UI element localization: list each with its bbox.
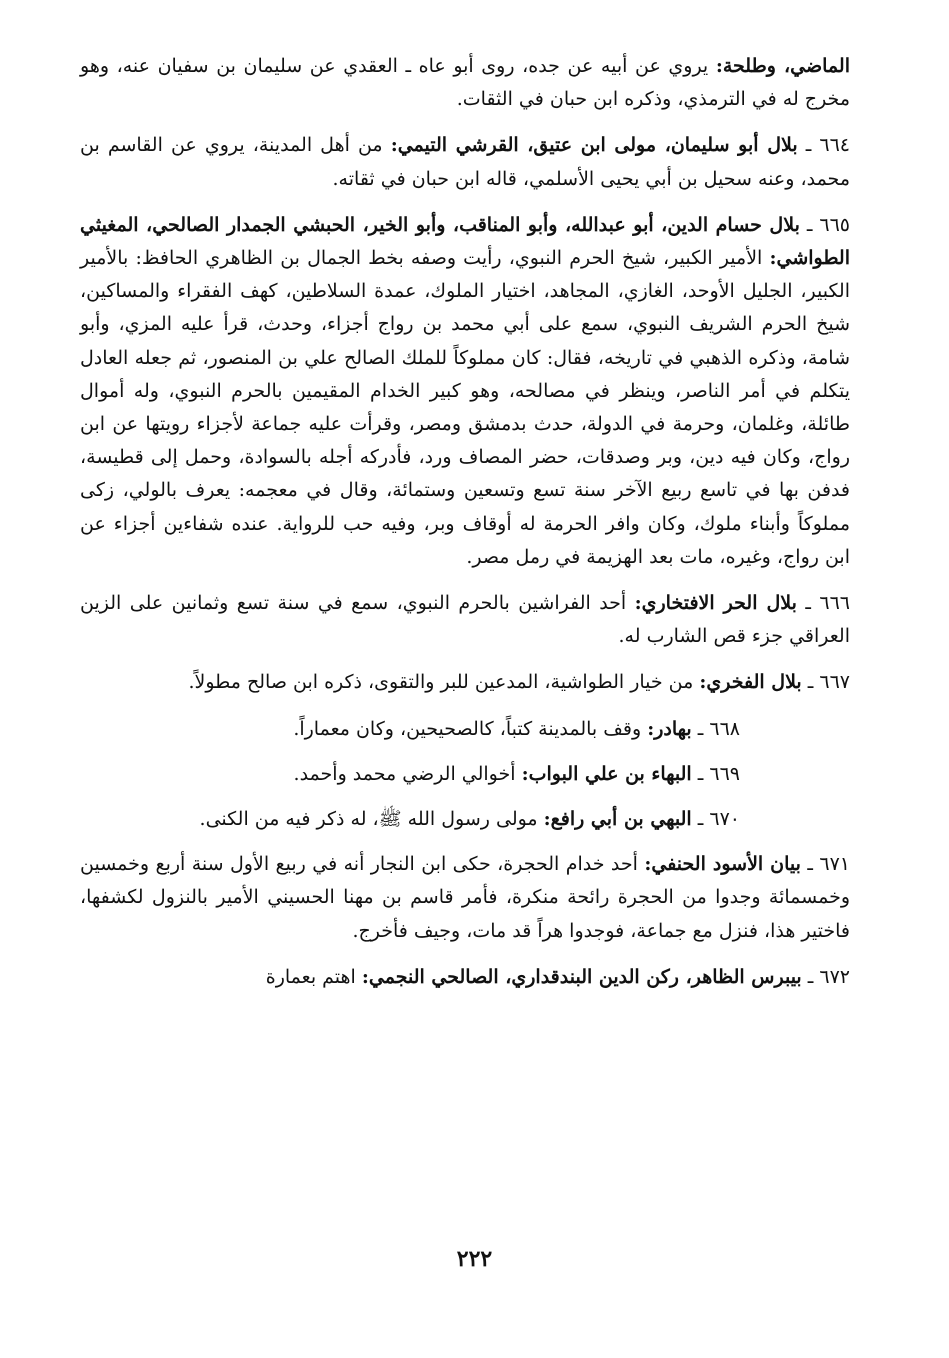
entry-669: ٦٦٩ ـ البهاء بن علي البواب: أخوالي الرضي محمد وأحمد. (293, 762, 740, 785)
continuation-text: يروي عن أبيه عن جده، روى أبو عاه ـ العقدي عن سليمان بن سفيان عنه، وهو مخرج له في الترمذي، وذكره ابن حبان في الثقات. (80, 55, 850, 111)
entry-671: ٦٧١ ـ بيان الأسود الحنفي: أحد خدام الحجرة، حكى ابن النجار أنه في ربيع الأول سنة أربع وخمسين وخمسمائة وجدوا من الحجرة رائحة منكرة، فأمر قاسم بن مهنا الحسيني الأمير بالنزول لكشفها، فاختير هذا، فنزل مع جماعة، فوجدوا هراً قد مات، وجيف فأخرج. (80, 853, 850, 942)
entry-667: ٦٦٧ ـ بلال الفخري: من خيار الطواشية، المدعين للبر والتقوى، ذكره ابن صالح مطولاً. (188, 671, 850, 694)
page-body (80, 50, 850, 1007)
entry-666: ٦٦٦ ـ بلال الحر الافتخاري: أحد الفراشين بالحرم النبوي، سمع في سنة تسع وثمانين على الزين العراقي جزء قص الشارب له. (80, 592, 850, 648)
entry-number: ٦٦٧ (819, 671, 850, 694)
entry-number: ٦٦٤ (819, 134, 850, 157)
entry-number: ٦٧٢ (819, 965, 850, 988)
continuation-name: الماضي، وطلحة: (715, 55, 850, 77)
entry-text: أخوالي الرضي محمد وأحمد. (293, 762, 522, 785)
entry-name: بيان الأسود الحنفي: (644, 853, 801, 876)
entry-672: ٦٧٢ ـ بيبرس الظاهر، ركن الدين البندقداري، الصالحي النجمي: اهتم بعمارة (265, 965, 850, 988)
entry-number: ٦٦٩ (709, 762, 740, 785)
entry-664: ٦٦٤ ـ بلال أبو سليمان، مولى ابن عتيق، القرشي التيمي: من أهل المدينة، يروي عن القاسم بن محمد، وعنه سحيل بن أبي يحيى الأسلمي، قاله ابن حبان في ثقاته. (80, 134, 850, 190)
entry-text: الأمير الكبير، شيخ الحرم النبوي، رأيت وصفه بخط الجمال بن الظاهري الحافظ: بالأمير الكبير، الجليل الأوحد، الغازي، المجاهد، اختيار الملوك، عمدة السلاطين، كهف الفقراء والمساكين، شيخ الحرم الشريف النبوي، سمع على أبي محمد بن رواج أجزاء، وحدث، قرأ عليه المزي، وأبو شامة، وذكره الذهبي في تاريخه، فقال: كان مملوكاً للملك الصالح علي بن المنصور، ثم جعله العادل يتكلم في أمر الناصر، وينظر في مصالحه، وهو كبير الخدام المقيمين بالحرم النبوي، وله أموال طائلة، وغلمان، وحرمة في الدولة، حدث بدمشق ومصر، وقرأت عليه جماعة لأجزاء رويتها عن ابن رواج، وكان فيه دين، وبر وصدقات، حضر المصاف ورد، فأدركه أجله بالسوادة، وحمل إلى قطيسة، فدفن بها في تاسع ربيع الآخر سنة تسع وتسعين وستمائة، وقال في معجمه: يعرف بالولي، زكى مملوكاً وأبناء ملوك، وكان وافر الحرمة له أوقاف وبر، وفيه حب للرواية. عنده شفاءين أجزاء عن ابن رواج، وغيره، مات بعد الهزيمة في رمل مصر. (80, 247, 850, 568)
entry-name: بلال الفخري: (699, 671, 802, 694)
entry-text: من أهل المدينة، يروي عن القاسم بن محمد، وعنه سحيل بن أبي يحيى الأسلمي، قاله ابن حبان في ثقاته. (80, 134, 850, 190)
continuation-paragraph (80, 50, 850, 116)
entry-text: أحد خدام الحجرة، حكى ابن النجار أنه في ربيع الأول سنة أربع وخمسين وخمسمائة وجدوا من الحجرة رائحة منكرة، فأمر قاسم بن مهنا الحسيني الأمير بالنزول لكشفها، فاختير هذا، فنزل مع جماعة، فوجدوا هراً قد مات، وجيف فأخرج. (80, 853, 850, 942)
entry-number: ٦٧١ (819, 853, 850, 876)
entry-text: وقف بالمدينة كتباً، كالصحيحين، وكان معماراً. (293, 717, 648, 740)
entry-name: بلال أبو سليمان، مولى ابن عتيق، القرشي التيمي: (390, 134, 798, 157)
entry-text: مولى رسول الله ﷺ، له ذكر فيه من الكنى. (199, 808, 544, 831)
entry-text: من خيار الطواشية، المدعين للبر والتقوى، ذكره ابن صالح مطولاً. (188, 671, 700, 694)
entry-number: ٦٦٨ (709, 717, 740, 740)
entry-number: ٦٧٠ (709, 808, 740, 831)
entry-text: أحد الفراشين بالحرم النبوي، سمع في سنة تسع وثمانين على الزين العراقي جزء قص الشارب له. (80, 592, 850, 648)
entry-name: البهي بن أبي رافع: (543, 808, 692, 831)
entry-number: ٦٦٦ (819, 592, 850, 615)
entry-name: بلال حسام الدين، أبو عبدالله، وأبو المناقب، وأبو الخير، الحبشي الجمدار الصالحي، المغيثي الطواشي: (80, 213, 850, 270)
entry-670: ٦٧٠ ـ البهي بن أبي رافع: مولى رسول الله ﷺ، له ذكر فيه من الكنى. (199, 808, 740, 831)
entry-name: بيبرس الظاهر، ركن الدين البندقداري، الصالحي النجمي: (361, 965, 802, 988)
entry-665: ٦٦٥ ـ بلال حسام الدين، أبو عبدالله، وأبو المناقب، وأبو الخير، الحبشي الجمدار الصالحي، المغيثي الطواشي: الأمير الكبير، شيخ الحرم النبوي، رأيت وصفه بخط الجمال بن الظاهري الحافظ: بالأمير الكبير، الجليل الأوحد، الغازي، المجاهد، اختيار الملوك، عمدة السلاطين، كهف الفقراء والمساكين، شيخ الحرم الشريف النبوي، سمع على أبي محمد بن رواج أجزاء، وحدث، قرأ عليه المزي، وأبو شامة، وذكره الذهبي في تاريخه، فقال: كان مملوكاً للملك الصالح علي بن المنصور، ثم جعله العادل يتكلم في أمر الناصر، وينظر في مصالحه، وهو كبير الخدام المقيمين بالحرم النبوي، وله أموال طائلة، وغلمان، وحرمة في الدولة، حدث بدمشق ومصر، وقرأت عليه جماعة لأجزاء رويتها عن ابن رواج، وكان فيه دين، وبر وصدقات، حضر المصاف ورد، فأدركه أجله بالسوادة، وحمل إلى قطيسة، فدفن بها في تاسع ربيع الآخر سنة تسع وتسعين وستمائة، وقال في معجمه: يعرف بالولي، زكى مملوكاً وأبناء ملوك، وكان وافر الحرمة له أوقاف وبر، وفيه حب للرواية. عنده شفاءين أجزاء عن ابن رواج، وغيره، مات بعد الهزيمة في رمل مصر. (80, 213, 850, 568)
entry-text: اهتم بعمارة (265, 965, 362, 988)
entry-number: ٦٦٥ (819, 213, 850, 236)
entry-name: البهاء بن علي البواب: (521, 762, 692, 785)
entry-name: بلال الحر الافتخاري: (634, 592, 797, 615)
entry-name: بهادر: (647, 717, 692, 740)
page-number: ٢٢٢ (456, 1246, 493, 1272)
entry-668: ٦٦٨ ـ بهادر: وقف بالمدينة كتباً، كالصحيحين، وكان معماراً. (293, 717, 740, 740)
